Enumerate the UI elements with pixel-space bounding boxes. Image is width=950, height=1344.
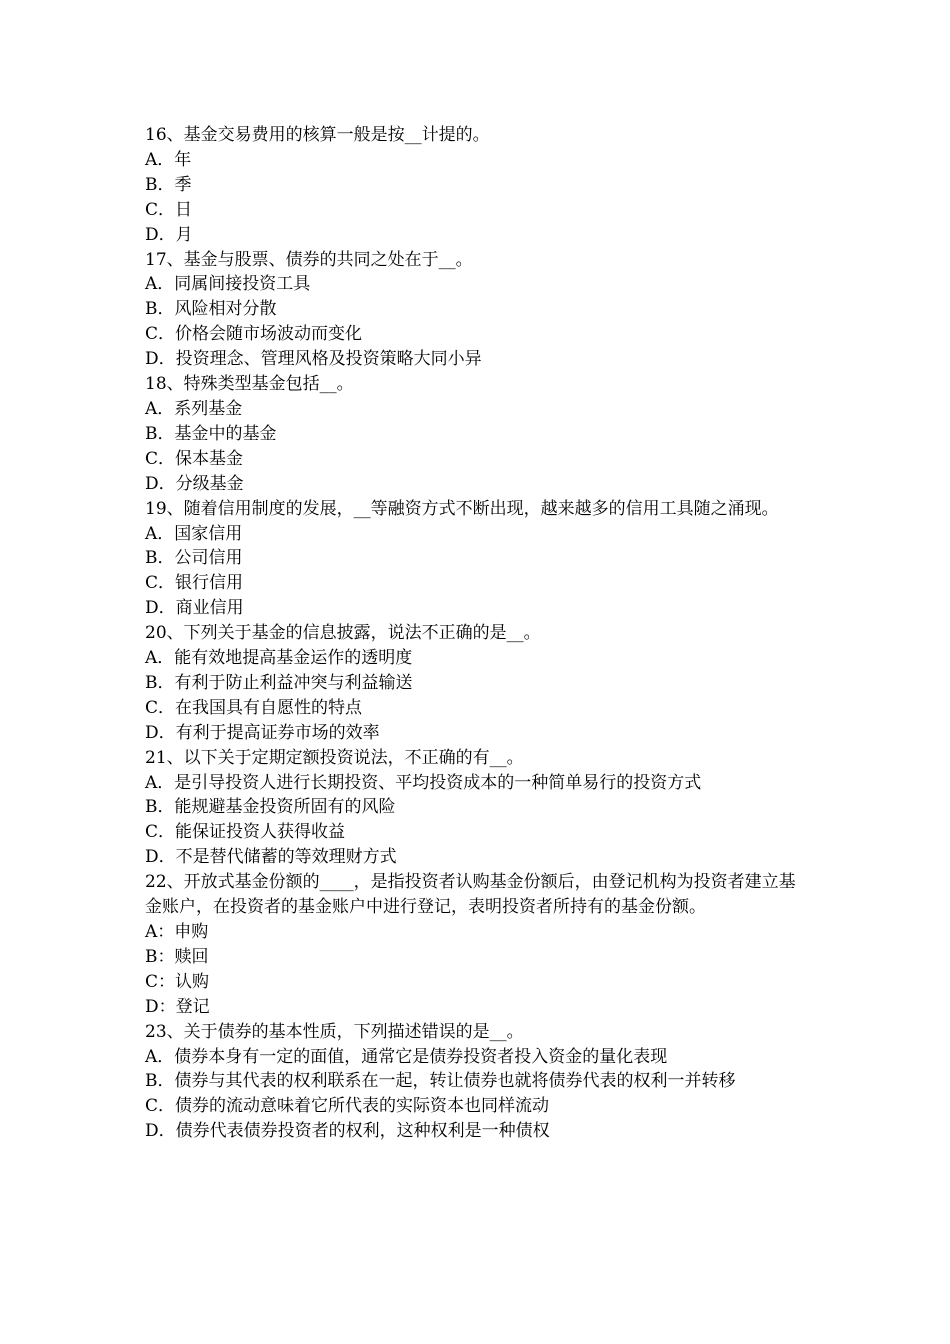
option-22-c: C：认购 [145, 971, 210, 992]
option-20-a: A．能有效地提高基金运作的透明度 [145, 648, 413, 669]
option-18-c: C．保本基金 [145, 448, 244, 469]
option-17-b: B．风险相对分散 [145, 299, 277, 320]
option-23-c: C．债券的流动意味着它所代表的实际资本也同样流动 [145, 1096, 550, 1117]
option-18-a: A．系列基金 [145, 398, 243, 419]
option-21-d: D．不是替代储蓄的等效理财方式 [145, 847, 397, 868]
option-19-c: C．银行信用 [145, 573, 244, 594]
question-22: 22、开放式基金份额的____，是指投资者认购基金份额后，由登记机构为投资者建立基金账户，在投资者的基金账户中进行登记，表明投资者所持有的基金份额。 [145, 872, 796, 918]
option-18-d: D．分级基金 [145, 473, 244, 494]
question-18: 18、特殊类型基金包括__。 [145, 374, 354, 395]
option-21-a: A．是引导投资人进行长期投资、平均投资成本的一种简单易行的投资方式 [145, 772, 702, 793]
option-22-b: B：赎回 [145, 946, 209, 967]
option-23-a: A．债券本身有一定的面值，通常它是债券投资者投入资金的量化表现 [145, 1046, 668, 1067]
option-19-d: D．商业信用 [145, 598, 244, 619]
option-16-d: D．月 [145, 224, 193, 245]
question-17: 17、基金与股票、债券的共同之处在于__。 [145, 249, 473, 270]
option-16-c: C．日 [145, 199, 193, 220]
question-20: 20、下列关于基金的信息披露，说法不正确的是__。 [145, 623, 541, 644]
document-page [145, 123, 810, 1144]
option-21-b: B．能规避基金投资所固有的风险 [145, 797, 396, 818]
option-17-d: D．投资理念、管理风格及投资策略大同小异 [145, 349, 482, 370]
option-20-c: C．在我国具有自愿性的特点 [145, 697, 363, 718]
option-22-d: D：登记 [145, 996, 210, 1017]
option-23-b: B．债券与其代表的权利联系在一起，转让债券也就将债券代表的权利一并转移 [145, 1071, 736, 1092]
question-16: 16、基金交易费用的核算一般是按__计提的。 [145, 125, 490, 145]
option-21-c: C．能保证投资人获得收益 [145, 822, 346, 843]
option-19-b: B．公司信用 [145, 548, 243, 569]
question-19: 19、随着信用制度的发展，__等融资方式不断出现，越来越多的信用工具随之涌现。 [145, 498, 779, 519]
option-17-a: A．同属间接投资工具 [145, 274, 311, 295]
option-16-a: A．年 [145, 149, 192, 170]
question-21: 21、以下关于定期定额投资说法，不正确的有__。 [145, 747, 524, 768]
option-18-b: B．基金中的基金 [145, 423, 277, 444]
option-22-a: A：申购 [145, 922, 209, 942]
question-23: 23、关于债券的基本性质，下列描述错误的是__。 [145, 1021, 524, 1042]
option-19-a: A．国家信用 [145, 523, 243, 544]
option-17-c: C．价格会随市场波动而变化 [145, 324, 363, 345]
option-20-b: B．有利于防止利益冲突与利益输送 [145, 672, 413, 693]
option-20-d: D．有利于提高证券市场的效率 [145, 722, 380, 743]
option-16-b: B．季 [145, 174, 192, 195]
option-23-d: D．债券代表债券投资者的权利，这种权利是一种债权 [145, 1121, 550, 1142]
